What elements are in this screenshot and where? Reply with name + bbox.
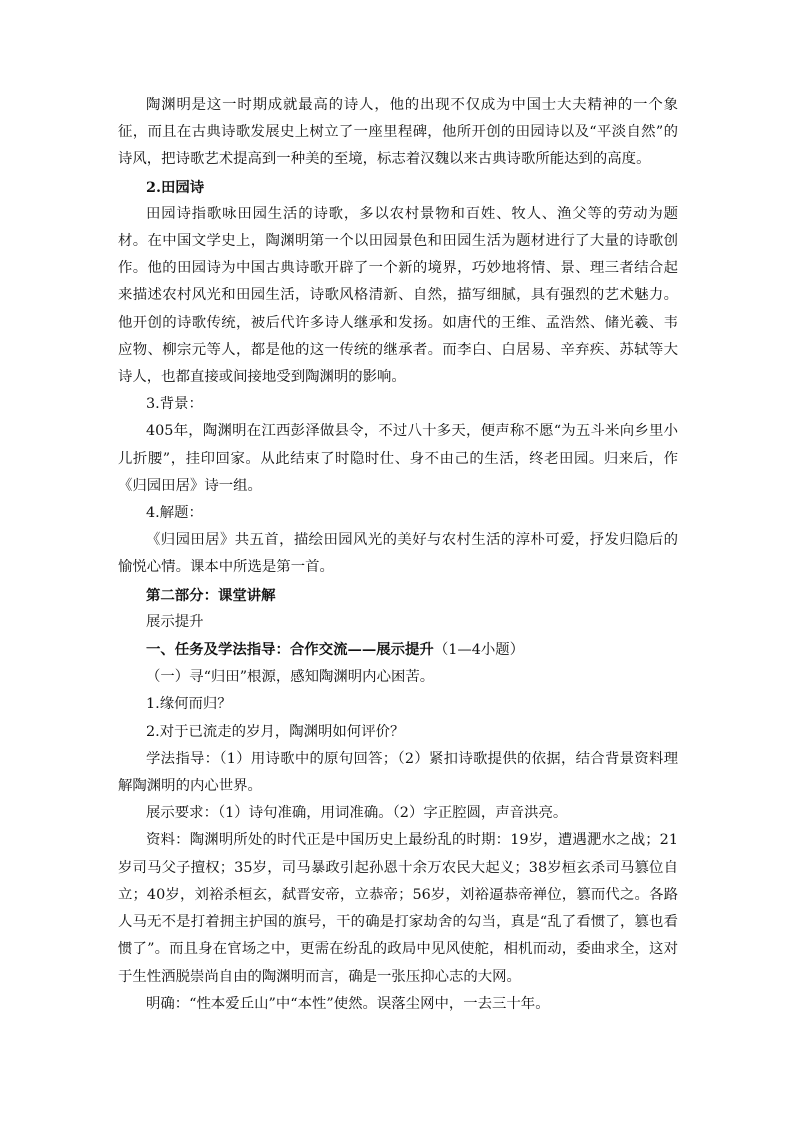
paragraph-title-explanation: 《归园田居》共五首，描绘田园风光的美好与农村生活的淳朴可爱，抒发归隐后的愉悦心情。课本中所选是第一首。: [118, 532, 678, 576]
question-two: 2.对于已流走的岁月，陶渊明如何评价？: [146, 723, 405, 740]
subsection-one: （一）寻“归田”根源，感知陶渊明内心困苦。: [146, 669, 435, 686]
section-heading-title-explanation: 4.解题：: [146, 505, 203, 522]
task-heading-range: （1—4小题）: [433, 642, 525, 659]
paragraph-background: 405年，陶渊明在江西彭泽做县令，不过八十多天，便声称不愿“为五斗米向乡里小儿折腰”，挂印回家。从此结束了时隐时仕、身不由己的生活，终老田园。归来后，作《归园田居》诗一组。: [118, 423, 678, 494]
display-requirements: 展示要求：（1）诗句准确，用词准确。（2）字正腔圆，声音洪亮。: [146, 805, 568, 822]
task-heading-bold: 一、任务及学法指导：合作交流——展示提升: [146, 641, 434, 659]
display-improve-label: 展示提升: [146, 613, 204, 630]
section-heading-pastoral-poetry: 2.田园诗: [146, 178, 205, 196]
paragraph-intro: 陶渊明是这一时期成就最高的诗人，他的出现不仅成为中国士大夫精神的一个象征，而且在古典诗歌发展史上树立了一座里程碑，他所开创的田园诗以及“平淡自然”的诗风，把诗歌艺术提高到一种美的至境，标志着汉魏以来古典诗歌所能达到的高度。: [118, 97, 678, 168]
section-heading-background: 3.背景：: [146, 396, 203, 413]
study-guidance: 学法指导：（1）用诗歌中的原句回答；（2）紧扣诗歌提供的依据，结合背景资料理解陶渊明的内心世界。: [118, 750, 678, 795]
question-one: 1.缘何而归？: [146, 696, 232, 713]
clarification: 明确：“性本爱丘山”中“本性”使然。误落尘网中，一去三十年。: [146, 995, 550, 1012]
reference-material: 资料：陶渊明所处的时代正是中国历史上最纷乱的时期：19岁，遭遇淝水之战；21岁司马父子擅权；35岁，司马暴政引起孙恩十余万农民大起义；38岁桓玄杀司马篡位自立；40岁，刘裕杀桓玄，弑晋安帝，立恭帝；56岁，刘裕逼恭帝禅位，篡而代之。各路人马无不是打着拥主护国的旗号，干的确是打家劫舍的勾当，真是“乱了看惯了，篡也看惯了”。而且身在官场之中，更需在纷乱的政局中见风使舵，相机而动，委曲求全，这对于生性洒脱崇尚自由的陶渊明而言，确是一张压抑心志的大网。: [118, 832, 678, 985]
part-two-heading: 第二部分：课堂讲解: [146, 586, 276, 604]
paragraph-pastoral-poetry: 田园诗指歌咏田园生活的诗歌，多以农村景物和百姓、牧人、渔父等的劳动为题材。在中国文学史上，陶渊明第一个以田园景色和田园生活为题材进行了大量的诗歌创作。他的田园诗为中国古典诗歌开辟了一个新的境界，巧妙地将情、景、理三者结合起来描述农村风光和田园生活，诗歌风格清新、自然，描写细腻，具有强烈的艺术魅力。他开创的诗歌传统，被后代许多诗人继承和发扬。如唐代的王维、孟浩然、储光羲、韦应物、柳宗元等人，都是他的这一传统的继承者。而李白、白居易、辛弃疾、苏轼等大诗人，也都直接或间接地受到陶渊明的影响。: [118, 205, 678, 386]
task-heading: [118, 636, 678, 664]
document-page: [118, 92, 678, 1018]
